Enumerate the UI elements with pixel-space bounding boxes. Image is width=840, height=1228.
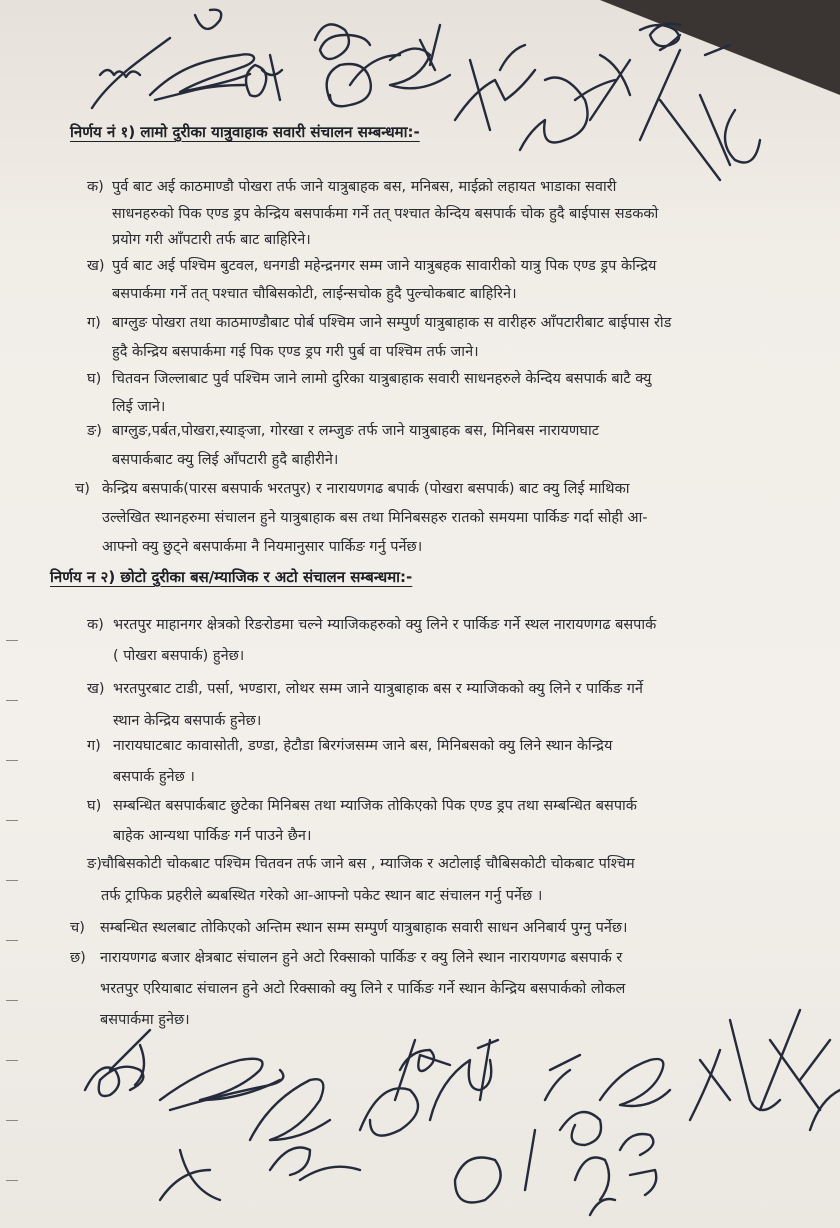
item-text-line: पुर्व बाट अई पश्चिम बुटवल, धनगडी महेन्द्रनगर सम्म जाने यात्रुबहक सावारीको यात्रु पिक एण्ड ड्रप केन्द्रिय [112, 258, 657, 274]
item-text-line: सम्बन्धित बसपार्कबाट छुटेका मिनिबस तथा म्याजिक तोकिएको पिक एण्ड ड्रप तथा सम्बन्धित बसपार्क [113, 798, 637, 814]
item-text-line: तर्फ ट्राफिक प्रहरीले ब्यबस्थित गरेको आ-आफ्नो पकेट स्थान बाट संचालन गर्नु पर्नेछ । [101, 888, 543, 904]
item-marker: ङ) [87, 856, 102, 872]
item-text-line: पुर्व बाट अई काठमाण्डौ पोखरा तर्फ जाने यात्रुबाहक बस, मनिबस, माईक्रो लहायत भाडाका सवारी [112, 179, 617, 195]
item-text-line: लिई जाने। [112, 399, 166, 415]
item-text-line: भरतपुरबाट टाडी, पर्सा, भण्डारा, लोथर सम्म जाने यात्रुबाहाक बस र म्याजिकको क्यु लिने र पार्किङ गर्ने [113, 681, 643, 697]
item-text-line: चौबिसकोटी चोकबाट पश्चिम चितवन तर्फ जाने बस , म्याजिक र अटोलाई चौबिसकोटी चोकबाट पश्चिम [101, 856, 635, 872]
item-text-line: नारायघाटबाट कावासोती, डण्डा, हेटौडा बिरगंजसम्म जाने बस, मिनिबसको क्यु लिने स्थान केन्द्रिय [113, 738, 613, 754]
item-text-line: स्थान केन्द्रिय बसपार्क हुनेछ। [113, 713, 262, 729]
item-marker: ख) [87, 258, 105, 274]
section1-heading: निर्णय नं १) लामो दुरीका यात्रुवाहाक सवारी संचालन सम्बन्धमा:- [70, 123, 420, 141]
item-marker: छ) [70, 950, 86, 966]
item-marker: ग) [87, 315, 101, 331]
item-marker: च) [70, 920, 85, 936]
item-marker: घ) [87, 371, 102, 387]
item-marker: क) [87, 617, 104, 633]
item-marker: च) [75, 481, 90, 497]
item-text-line: ( पोखरा बसपार्क) हुनेछ। [113, 648, 245, 664]
item-text-line: बसपार्कबाट क्यु लिई आँपटारी हुदै बाहीरीने। [112, 451, 339, 468]
item-text-line: चितवन जिल्लाबाट पुर्व पश्चिम जाने लामो दुरिका यात्रुबाहाक सवारी साधनहरुले केन्दिय बसपार्क बाटै क्यु [112, 371, 652, 387]
item-text-line: भरतपुर माहानगर क्षेत्रको रिङरोडमा चल्ने म्याजिकहरुको क्यु लिने र पार्किङ गर्ने स्थल नारायणगढ बसपार्क [113, 617, 657, 633]
top-signatures [0, 0, 840, 200]
item-text-line: बाग्लुङ पोखरा तथा काठमाण्डौबाट पोर्ब पश्चिम जाने सम्पुर्ण यात्रुबाहाक स वारीहरु आँपटारीबाट बाईपास रोड [112, 315, 672, 331]
item-text-line: उल्लेखित स्थानहरुमा संचालन हुने यात्रुबाहाक बस तथा मिनिबसहरु रातको समयमा पार्किङ गर्दा सोही आ- [102, 510, 648, 526]
item-marker: ख) [87, 681, 105, 697]
item-text-line: नारायणगढ बजार क्षेत्रबाट संचालन हुने अटो रिक्साको पार्किङ र क्यु लिने स्थान नारायणगढ बसपार्क र [100, 950, 623, 966]
item-marker: क) [87, 179, 104, 195]
item-text-line: आफ्नो क्यु छुट्ने बसपार्कमा नै नियमानुसार पार्किङ गर्नु पर्नेछ। [102, 539, 423, 555]
item-text-line: प्रयोग गरी आँपटारी तर्फ बाट बाहिरिने। [112, 232, 311, 248]
item-text-line: केन्द्रिय बसपार्क(पारस बसपार्क भरतपुर) र नारायणगढ बपार्क (पोखरा बसपार्क) बाट क्यु लिई माथिका [102, 481, 630, 497]
item-text-line: बाग्लुङ,पर्बत,पोखरा,स्याङ्जा, गोरखा र लम्जुङ तर्फ जाने यात्रुबाहक बस, मिनिबस नारायणघाट [112, 423, 600, 439]
item-text-line: बसपार्कमा गर्ने तत् पश्चात चौबिसकोटी, लाईन्सचोक हुदै पुल्चोकबाट बाहिरिने। [112, 286, 517, 302]
item-text-line: बसपार्कमा हुनेछ। [100, 1012, 190, 1028]
item-marker: ग) [87, 738, 101, 754]
item-text-line: बाहेक आन्यथा पार्किङ गर्न पाउने छैन। [113, 828, 312, 844]
item-text-line: हुदै केन्द्रिय बसपार्कमा गई पिक एण्ड ड्रप गरी पुर्ब वा पश्चिम तर्फ जाने। [112, 344, 479, 360]
item-text-line: बसपार्क हुनेछ । [113, 769, 195, 785]
item-marker: ङ) [87, 423, 102, 439]
item-marker: घ) [87, 798, 102, 814]
item-text-line: सम्बन्धित स्थलबाट तोकिएको अन्तिम स्थान सम्म सम्पुर्ण यात्रुबाहाक सवारी साधन अनिबार्य पुग्नु पर्नेछ। [100, 920, 628, 936]
item-text-line: भरतपुर एरियाबाट संचालन हुने अटो रिक्साको क्यु लिने र पार्किङ गर्ने स्थान केन्द्रिय बसपार्कको लोकल [100, 981, 626, 997]
item-text-line: साधनहरुको पिक एण्ड ड्रप केन्द्रिय बसपार्कमा गर्ने तत् पश्चात केन्दिय बसपार्क चोक हुदै बाईपास सडकको [112, 205, 659, 222]
section2-heading: निर्णय न २) छोटो दुरीका बस/म्याजिक र अटो संचालन सम्बन्धमा:- [50, 568, 413, 586]
